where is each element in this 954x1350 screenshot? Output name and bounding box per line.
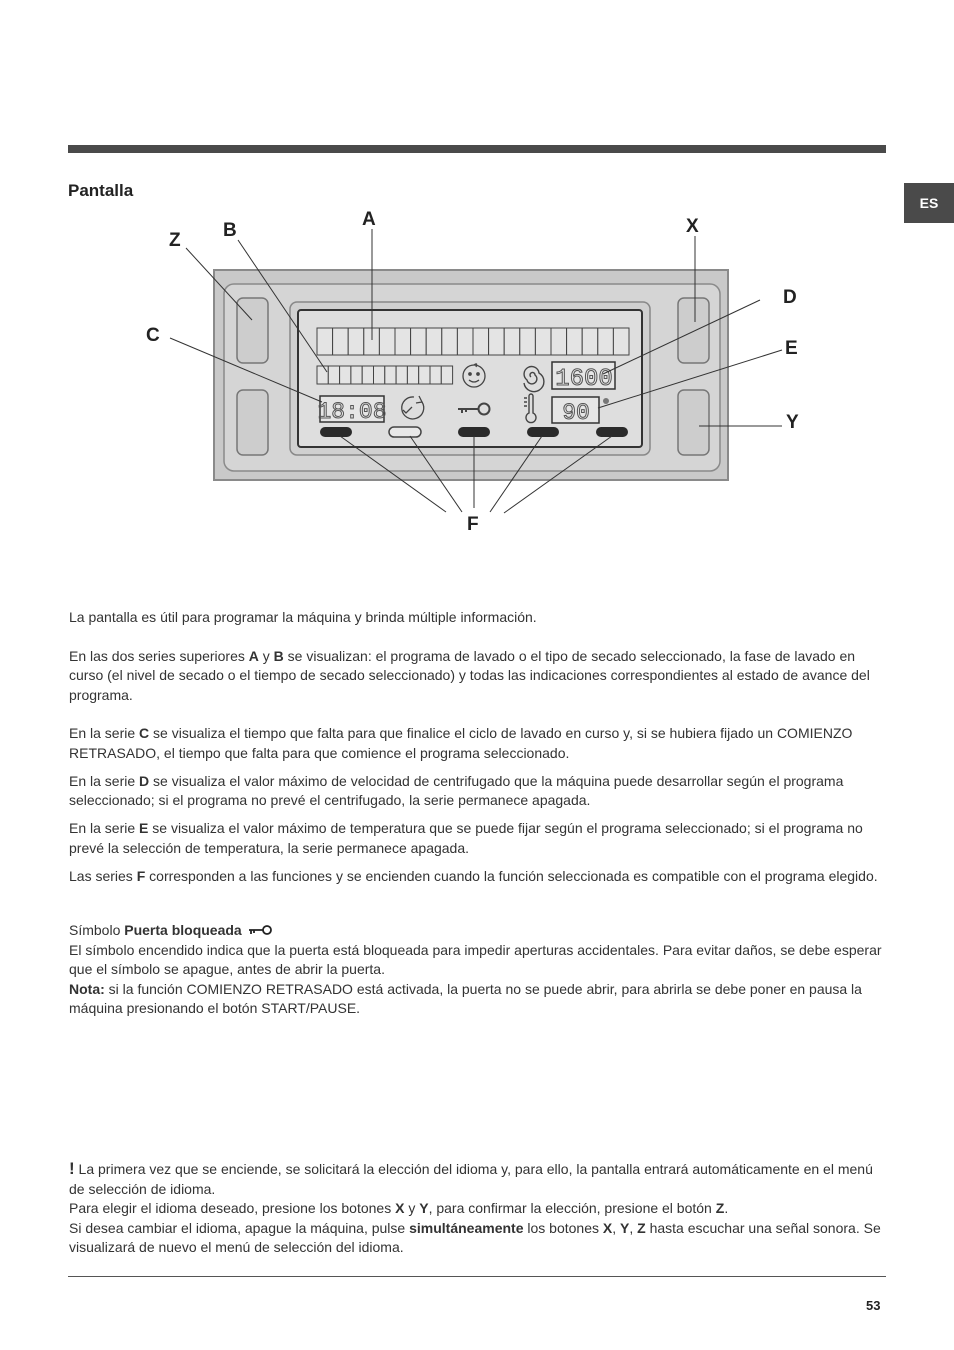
- door-lock-note: Nota: si la función COMIENZO RETRASADO está activada, la puerta no se puede abrir, para abrirla se debe poner en pausa la máquina presionando el botón START/PAUSE.: [69, 980, 862, 1016]
- segment-cell: [520, 328, 536, 355]
- language-tab: ES: [904, 183, 954, 223]
- button-left-bottom[interactable]: [237, 390, 268, 455]
- time-value: 18:08: [317, 399, 387, 425]
- label-f: F: [467, 514, 479, 535]
- segment-cell: [441, 366, 452, 384]
- door-lock-inline-icon: [246, 923, 274, 937]
- segment-cell: [504, 328, 520, 355]
- door-lock-text: El símbolo encendido indica que la puerta está bloqueada para impedir aperturas accidentales. Para evitar daños, se debe esperar que el símbolo se apague, antes de abrir la puerta.: [69, 941, 882, 977]
- segment-cell: [489, 328, 505, 355]
- segment-cell: [374, 366, 385, 384]
- segment-cell: [598, 328, 614, 355]
- segment-cell: [426, 328, 442, 355]
- function-indicator-2: [389, 427, 421, 437]
- label-x: X: [686, 216, 699, 237]
- segment-cell: [385, 366, 396, 384]
- function-indicator-3: [458, 427, 490, 437]
- paragraph-series-d: En la serie D se visualiza el valor máximo de velocidad de centrifugado que la máquina puede desarrollar según el programa seleccionado; si el programa no prevé el centrifugado, la serie permanece apagada.: [69, 772, 844, 808]
- series-a-segments: [317, 328, 629, 355]
- paragraph-intro: La pantalla es útil para programar la máquina y brinda múltiple información.: [69, 609, 537, 625]
- segment-cell: [379, 328, 395, 355]
- segment-cell: [362, 366, 373, 384]
- series-b-segments: [317, 366, 453, 384]
- label-e: E: [785, 338, 798, 359]
- page-number: 53: [866, 1298, 881, 1313]
- segment-cell: [457, 328, 473, 355]
- segment-cell: [535, 328, 551, 355]
- degree-dot: [603, 398, 609, 404]
- segment-cell: [411, 328, 427, 355]
- paragraph-series-f: Las series F corresponden a las funciones y se encienden cuando la función seleccionada es compatible con el programa elegido.: [69, 867, 878, 884]
- door-lock-heading: Símbolo Puerta bloqueada: [69, 921, 891, 941]
- segment-cell: [317, 328, 333, 355]
- button-y[interactable]: [678, 390, 709, 455]
- segment-cell: [351, 366, 362, 384]
- temperature-value: 90: [562, 400, 590, 426]
- label-d: D: [783, 287, 797, 308]
- segment-cell: [333, 328, 349, 355]
- segment-cell: [613, 328, 629, 355]
- segment-cell: [442, 328, 458, 355]
- segment-cell: [396, 366, 407, 384]
- label-c: C: [146, 325, 160, 346]
- function-indicator-5: [596, 427, 628, 437]
- segment-cell: [340, 366, 351, 384]
- label-y: Y: [786, 412, 799, 433]
- segment-cell: [473, 328, 489, 355]
- button-x[interactable]: [678, 298, 709, 363]
- button-z[interactable]: [237, 298, 268, 363]
- label-a: A: [362, 209, 376, 230]
- segment-cell: [395, 328, 411, 355]
- body-text: [69, 608, 891, 1019]
- label-z: Z: [169, 230, 181, 251]
- segment-cell: [348, 328, 364, 355]
- segment-cell: [407, 366, 418, 384]
- paragraph-series-c: En la serie C se visualiza el tiempo que falta para que finalice el ciclo de lavado en curso y, si se hubiera fijado un COMIENZO RETRASADO, el tiempo que falta para que comience el programa seleccionado.: [69, 725, 853, 761]
- paragraph-series-e: En la serie E se visualiza el valor máximo de temperatura que se puede fijar según el programa seleccionado; si el programa no prevé la selección de temperatura, la serie permanece apagada.: [69, 820, 863, 856]
- section-title: Pantalla: [68, 181, 134, 200]
- segment-cell: [430, 366, 441, 384]
- display-diagram: [0, 0, 954, 560]
- language-warning: ! La primera vez que se enciende, se solicitará la elección del idioma y, para ello, la pantalla entrará automáticamente en el menú de selección de idioma. Para elegir el idioma deseado, presione los botones X y Y, para confirmar la elección, presione el botón Z. Si desea cambiar el idioma, apague la máquina, pulse simultáneamente los botones X, Y, Z hasta escuchar una señal sonora. Se visualizará de nuevo el menú de selección del idioma.: [69, 1159, 881, 1255]
- segment-cell: [551, 328, 567, 355]
- function-indicator-4: [527, 427, 559, 437]
- segment-cell: [582, 328, 598, 355]
- warning-mark: !: [69, 1159, 75, 1178]
- segment-cell: [567, 328, 583, 355]
- spin-speed-value: 1600: [555, 366, 613, 393]
- segment-cell: [317, 366, 328, 384]
- label-b: B: [223, 220, 237, 241]
- bottom-divider: [68, 1276, 886, 1277]
- segment-cell: [328, 366, 339, 384]
- paragraph-series-ab: En las dos series superiores A y B se visualizan: el programa de lavado o el tipo de secado seleccionado, la fase de lavado en curso (el nivel de secado o el tiempo de secado seleccionado) y todas las indicaciones correspondientes al estado de avance del programa.: [69, 647, 870, 703]
- function-indicator-1: [320, 427, 352, 437]
- segment-cell: [419, 366, 430, 384]
